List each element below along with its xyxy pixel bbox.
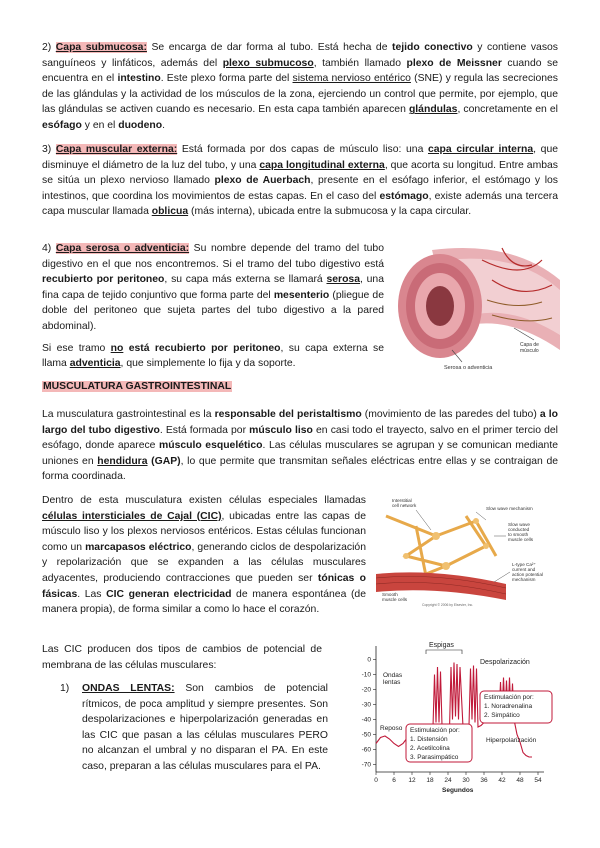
- paragraph-muscular-externa: 3) Capa muscular externa: Está formada por dos capas de músculo liso: una capa circular interna, que disminuye el diámetro de la luz del tubo, y una capa longitudinal externa, que acorta su longitud. Entre ambas se sitúa un plexo nervioso llamado plexo de Auerbach, presente en el esófago inferior, el estómago y los intestinos, que coordina los movimientos de estas capas. En el caso del estómago, existe además una tercera capa muscular llamada oblicua (más interna), ubicada entre la submucosa y la capa circular.: [42, 144, 558, 218]
- label-ltype-current-line4: mechanism: [512, 577, 536, 582]
- chart-ytick-label: 0: [367, 656, 371, 664]
- chart-ytick-label: -10: [361, 671, 371, 679]
- chart-ytick-label: -60: [361, 746, 371, 754]
- label-ltype-current-line1: L-type Ca²⁺: [512, 562, 536, 567]
- intestinal-wall-illustration: [392, 240, 560, 372]
- chart-ytick-label: -30: [361, 701, 371, 709]
- annotation-ondas-lentas-line2: lentas: [383, 679, 401, 686]
- chart-xtick-label: 18: [426, 777, 434, 784]
- label-slow-wave-mechanism: Slow wave mechanism: [486, 506, 533, 511]
- membrane-potential-plot: [334, 634, 564, 794]
- chart-ytick-label: -70: [361, 761, 371, 769]
- paragraph-musculatura: La musculatura gastrointestinal es la responsable del peristaltismo (movimiento de las paredes del tubo) a lo largo del tubo digestivo. Está formada por músculo liso en casi todo el trayecto, salvo en el primer tercio del esófago, donde aparece músculo esquelético. Las células musculares se agrupan y se comunican mediante uniones en hendidura (GAP), lo que permite que transmitan señales eléctricas entre ellas y se contraigan de forma coordinada.: [42, 409, 559, 483]
- heading-serosa: Capa serosa o adventicia:: [55, 243, 190, 254]
- chart-xtick-label: 36: [480, 777, 488, 784]
- label-interstitial-network-line2: cell network: [392, 503, 417, 508]
- annotation-espigas: Espigas: [429, 642, 454, 649]
- chart-ytick-label: -50: [361, 731, 371, 739]
- heading-slow-waves: ONDAS LENTAS:: [82, 683, 175, 694]
- label-slow-wave-conducted-line1: Slow wave: [508, 522, 530, 527]
- label-slow-wave-conducted-line3: to smooth: [508, 532, 529, 537]
- stim2-item-3: 3. Parasimpático: [410, 754, 459, 761]
- chart-xtick-label: 6: [392, 777, 396, 784]
- heading-submucosa: Capa submucosa:: [55, 42, 147, 53]
- label-smooth-muscle-line2: muscle cells: [382, 597, 408, 602]
- annotation-ondas-lentas: [383, 672, 403, 686]
- figure-copyright: Copyright © 2006 by Elsevier, Inc.: [422, 603, 474, 607]
- cajal-network-drawing: [376, 496, 560, 608]
- paragraph-cajal: Dentro de esta musculatura existen células especiales llamadas células intersticiales de Cajal (CIC), ubicadas entre las capas de músculo liso y los plexos nerviosos entéricos. Estas células funcionan como un marcapasos eléctrico, generando ciclos de despolarización y repolarización que se expanden a las células musculares adyacentes, produciendo contracciones que pueden ser tónicas o fásicas. Las CIC generan electricidad de manera espontánea (de manera propia), de forma similar a como lo hace el corazón.: [42, 495, 366, 616]
- chart-xtick-label: 0: [374, 777, 378, 784]
- muscle-layer-label-line2: músculo: [520, 348, 539, 354]
- muscle-layer-label: [520, 342, 539, 354]
- serosa-caption: Serosa o adventicia: [444, 365, 493, 371]
- cajal-cells-illustration: [376, 496, 560, 608]
- muscle-layer-label-line1: Capa de: [520, 342, 539, 348]
- paragraph-cic-types: Las CIC producen dos tipos de cambios de potencial de membrana de las células musculares:: [42, 644, 322, 671]
- stim1-title: Estimulación por:: [484, 694, 534, 701]
- label-smooth-muscle-line1: Smooth: [382, 592, 398, 597]
- annotation-reposo: Reposo: [380, 725, 403, 732]
- chart-xtick-label: 42: [498, 777, 506, 784]
- stim2-item-2: 2. Acetilcolina: [410, 745, 450, 752]
- label-ltype-current-line2: current and: [512, 567, 536, 572]
- annotation-hiperpolarizacion: Hiperpolarización: [486, 737, 537, 744]
- label-slow-wave-conducted-line2: conducted: [508, 527, 530, 532]
- list-item-slow-waves: 1) ONDAS LENTAS: Son cambios de potencial rítmicos, de poca amplitud y siempre presentes. Son despolarizaciones e hiperpolarización generadas en las CIC que pasan a las células musculares PERO no alcanzan el umbral y no disparan el PA. En este caso, preparan a las células musculares para el PA.: [60, 683, 328, 772]
- chart-xtick-label: 30: [462, 777, 470, 784]
- paragraph-serosa: 4) Capa serosa o adventicia: Su nombre depende del tramo del tubo digestivo en el que nos encontremos. Si el tramo del tubo digestivo está recubierto por peritoneo, su capa más externa se llamará serosa, una fina capa de tejido conjuntivo que forma parte del mesenterio (pliegue de doble del peritoneo que sujeta partes del tubo digestivo a la pared abdominal). Si ese tramo no está recubierto por peritoneo, su capa externa se llama adventicia, que simplemente lo fija y da soporte.: [42, 243, 385, 370]
- paragraph-submucosa: 2) Capa submucosa: Se encarga de dar forma al tubo. Está hecha de tejido conectivo y contiene vasos sanguíneos y linfáticos, además del plexo submucoso, también llamado plexo de Meissner cuando se encuentra en el intestino. Este plexo forma parte del sistema nervioso entérico (SNE) y regula las secreciones de las glándulas y la actividad de los músculos de la zona, ejerciendo un control que permite, por ejemplo, que las glándulas se activen cuando es necesario. En esta capa también aparecen glándulas, concretamente en el esófago y en el duodeno.: [42, 42, 559, 131]
- stim1-item-1: 1. Noradrenalina: [484, 703, 533, 710]
- intestine-tube-drawing: [392, 240, 560, 372]
- label-slow-wave-conducted-line4: muscle cells: [508, 537, 534, 542]
- section-title: MUSCULATURA GASTROINTESTINAL: [43, 381, 232, 392]
- heading-muscular-externa: Capa muscular externa:: [55, 144, 178, 155]
- annotation-despolarizacion: Despolarización: [480, 659, 530, 666]
- chart-ytick-label: -40: [361, 716, 371, 724]
- chart-xlabel: Segundos: [442, 787, 474, 794]
- chart-xtick-label: 24: [444, 777, 452, 784]
- label-ltype-current-line3: action potential: [512, 572, 543, 577]
- stim2-title: Estimulación por:: [410, 727, 460, 734]
- chart-xtick-label: 54: [534, 777, 542, 784]
- membrane-potential-chart: [334, 634, 564, 794]
- annotation-ondas-lentas-line1: Ondas: [383, 672, 403, 679]
- label-interstitial-network-line1: Interstitial: [392, 498, 412, 503]
- chart-ytick-label: -20: [361, 686, 371, 694]
- stim2-item-1: 1. Distensión: [410, 736, 448, 743]
- chart-xtick-label: 48: [516, 777, 524, 784]
- stim1-item-2: 2. Simpático: [484, 712, 520, 719]
- chart-xtick-label: 12: [408, 777, 416, 784]
